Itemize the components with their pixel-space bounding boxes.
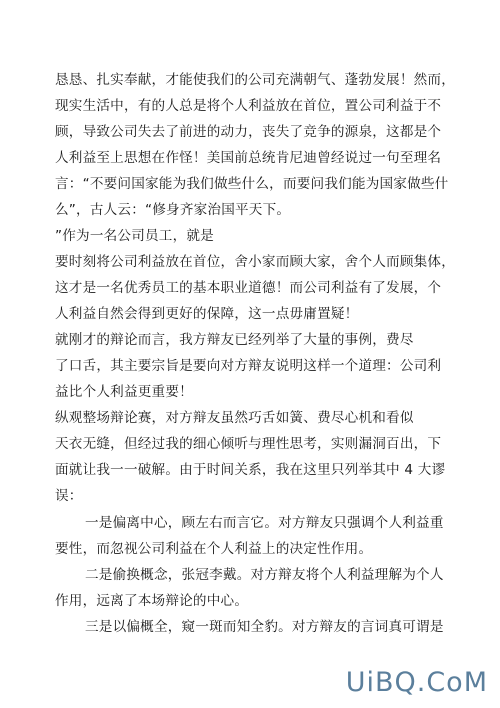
text-line: 恳恳、扎实奉献，才能使我们的公司充满朝气、蓬勃发展！然而， [55,72,456,88]
text-line: 顾，导致公司失去了前进的动力，丧失了竞争的源泉，这都是个 [55,124,442,140]
text-line: 面就让我一一破解。由于时间关系，我在这里只列举其中 4 大谬 [55,462,446,478]
text-line: 么”，古人云：“修身齐家治国平天下。 [55,202,291,218]
text-line: 现实生活中，有的人总是将个人利益放在首位，置公司利益于不 [55,98,442,114]
text-line: 人利益至上思想在作怪！美国前总统肯尼迪曾经说过一句至理名 [55,150,442,166]
text-line: 益比个人利益更重要！ [55,384,193,400]
text-line: 了口舌，其主要宗旨是要向对方辩友说明这样一个道理：公司利 [55,358,442,374]
text-line: 要时刻将公司利益放在首位，舍小家而顾大家，舍个人而顾集体， [55,254,456,270]
watermark: UiBQ.CoM [345,667,488,698]
text-line: 人利益自然会得到更好的保障，这一点毋庸置疑！ [55,306,359,322]
text-line: ”作为一名公司员工，就是 [55,228,214,244]
text-line: 作用，远离了本场辩论的中心。 [55,593,249,609]
text-line: 一是偏离中心，顾左右而言它。对方辩友只强调个人利益重 [85,515,444,531]
text-line: 这才是一名优秀员工的基本职业道德！而公司利益有了发展，个 [55,280,442,296]
text-line: 天衣无缝，但经过我的细心倾听与理性思考，实则漏洞百出，下 [55,436,442,452]
text-line: 就刚才的辩论而言，我方辩友已经列举了大量的事例，费尽 [55,332,414,348]
text-line: 要性，而忽视公司利益在个人利益上的决定性作用。 [55,541,373,557]
text-line: 误： [55,488,83,504]
text-line: 三是以偏概全，窥一斑而知全豹。对方辩友的言词真可谓是 [85,619,444,635]
text-line: 二是偷换概念，张冠李戴。对方辩友将个人利益理解为个人 [85,567,444,583]
text-line: 言：“不要问国家能为我们做些什么，而要问我们能为国家做些什 [55,176,449,192]
text-line: 纵观整场辩论赛，对方辩友虽然巧舌如簧、费尽心机和看似 [55,410,414,426]
